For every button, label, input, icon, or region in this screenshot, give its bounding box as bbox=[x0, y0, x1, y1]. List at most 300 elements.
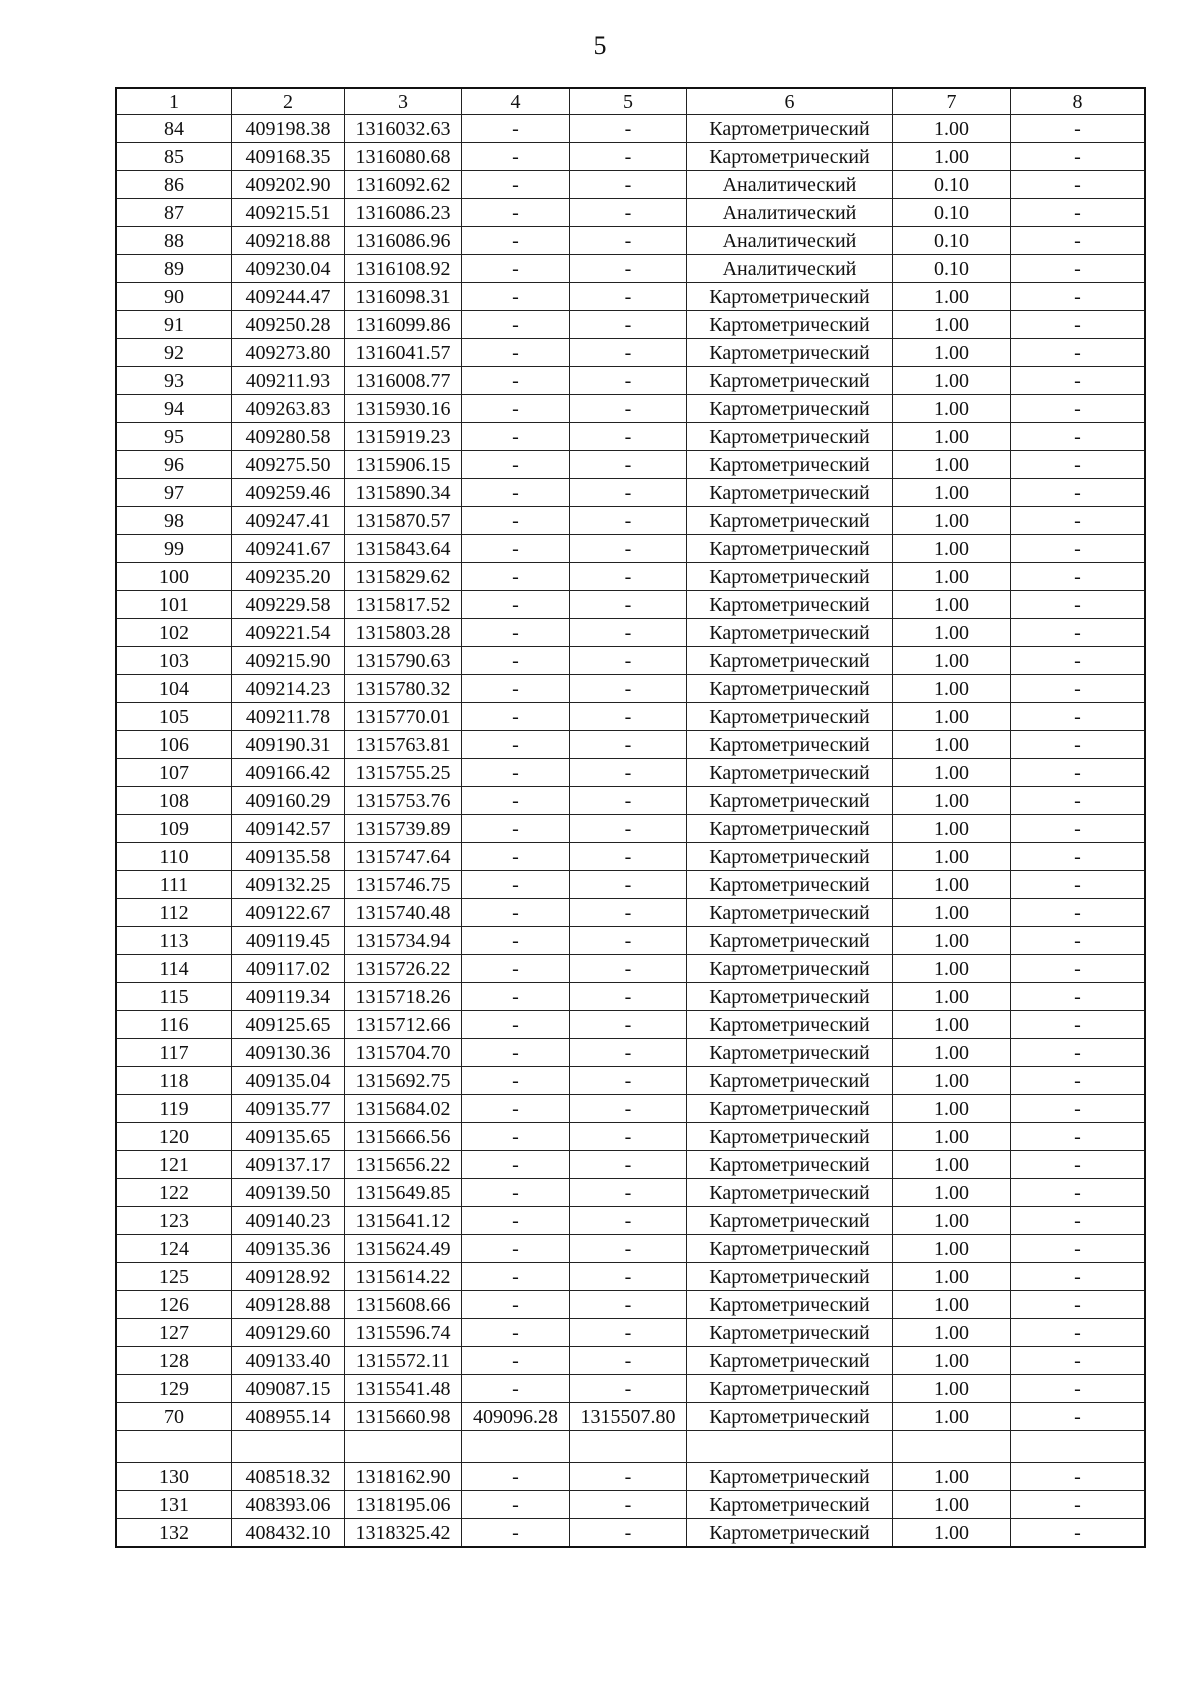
table-cell-col-6: Картометрический bbox=[687, 1011, 893, 1039]
table-cell-col-6: Картометрический bbox=[687, 759, 893, 787]
table-cell-col-7: 1.00 bbox=[893, 1207, 1011, 1235]
table-cell-col-6: Аналитический bbox=[687, 227, 893, 255]
table-cell-col-6: Картометрический bbox=[687, 647, 893, 675]
table-cell-col-4: - bbox=[462, 619, 570, 647]
table-cell-col-3: 1316098.31 bbox=[345, 283, 462, 311]
table-cell-col-8: - bbox=[1011, 815, 1146, 843]
table-cell-col-4: - bbox=[462, 1263, 570, 1291]
table-cell-col-8: - bbox=[1011, 899, 1146, 927]
header-cell-col-1: 1 bbox=[116, 88, 232, 115]
table-cell-col-3: 1316092.62 bbox=[345, 171, 462, 199]
table-cell-col-8: - bbox=[1011, 143, 1146, 171]
table-cell-col-6: Картометрический bbox=[687, 983, 893, 1011]
table-cell-col-1: 112 bbox=[116, 899, 232, 927]
table-cell-col-8: - bbox=[1011, 1123, 1146, 1151]
table-row bbox=[116, 1319, 1145, 1347]
table-cell-col-3: 1315684.02 bbox=[345, 1095, 462, 1123]
table-cell-col-1: 104 bbox=[116, 675, 232, 703]
table-cell-col-2: 409168.35 bbox=[232, 143, 345, 171]
table-cell-col-3: 1316086.96 bbox=[345, 227, 462, 255]
table-cell-col-6: Картометрический bbox=[687, 283, 893, 311]
table-cell-col-2: 409087.15 bbox=[232, 1375, 345, 1403]
table-cell-col-2: 409215.51 bbox=[232, 199, 345, 227]
table-cell-col-6: Аналитический bbox=[687, 171, 893, 199]
table-cell-col-2: 409280.58 bbox=[232, 423, 345, 451]
table-cell-col-5: - bbox=[570, 507, 687, 535]
table-cell-col-6: Картометрический bbox=[687, 1319, 893, 1347]
table-row bbox=[116, 255, 1145, 283]
table-cell-col-6: Картометрический bbox=[687, 1039, 893, 1067]
table-cell-col-1: 90 bbox=[116, 283, 232, 311]
table-row bbox=[116, 171, 1145, 199]
table-cell-col-5: - bbox=[570, 199, 687, 227]
table-cell-col-6: Картометрический bbox=[687, 1263, 893, 1291]
table-cell-col-3: 1315780.32 bbox=[345, 675, 462, 703]
table-cell-col-8 bbox=[1011, 1431, 1146, 1463]
table-cell-col-7: 1.00 bbox=[893, 1375, 1011, 1403]
table-cell-col-6: Картометрический bbox=[687, 731, 893, 759]
table-cell-col-7: 1.00 bbox=[893, 563, 1011, 591]
table-cell-col-3: 1315726.22 bbox=[345, 955, 462, 983]
table-cell-col-5: - bbox=[570, 1039, 687, 1067]
table-cell-col-5: - bbox=[570, 1347, 687, 1375]
table-row bbox=[116, 983, 1145, 1011]
table-cell-col-1: 93 bbox=[116, 367, 232, 395]
table-cell-col-2: 409128.88 bbox=[232, 1291, 345, 1319]
table-cell-col-6: Картометрический bbox=[687, 563, 893, 591]
table-cell-col-3: 1315608.66 bbox=[345, 1291, 462, 1319]
table-cell-col-6 bbox=[687, 1431, 893, 1463]
table-cell-col-6: Картометрический bbox=[687, 955, 893, 983]
table-cell-col-3: 1316080.68 bbox=[345, 143, 462, 171]
table-cell-col-5: - bbox=[570, 1179, 687, 1207]
table-cell-col-1: 106 bbox=[116, 731, 232, 759]
table-cell-col-8: - bbox=[1011, 1011, 1146, 1039]
table-cell-col-1: 96 bbox=[116, 451, 232, 479]
table-cell-col-7: 1.00 bbox=[893, 703, 1011, 731]
table-cell-col-4: - bbox=[462, 1067, 570, 1095]
table-row bbox=[116, 1347, 1145, 1375]
table-cell-col-8: - bbox=[1011, 1347, 1146, 1375]
table-cell-col-7: 1.00 bbox=[893, 1095, 1011, 1123]
table-cell-col-8: - bbox=[1011, 535, 1146, 563]
table-cell-col-6: Картометрический bbox=[687, 1291, 893, 1319]
table-cell-col-4: - bbox=[462, 535, 570, 563]
table-cell-col-7: 1.00 bbox=[893, 731, 1011, 759]
table-cell-col-7: 1.00 bbox=[893, 1011, 1011, 1039]
table-cell-col-3: 1315770.01 bbox=[345, 703, 462, 731]
table-cell-col-1: 103 bbox=[116, 647, 232, 675]
table-cell-col-4: - bbox=[462, 199, 570, 227]
table-cell-col-3: 1315930.16 bbox=[345, 395, 462, 423]
table-cell-col-4: - bbox=[462, 563, 570, 591]
table-cell-col-3: 1315763.81 bbox=[345, 731, 462, 759]
table-cell-col-3: 1315803.28 bbox=[345, 619, 462, 647]
table-cell-col-7: 1.00 bbox=[893, 927, 1011, 955]
table-cell-col-5: - bbox=[570, 647, 687, 675]
table-cell-col-5: - bbox=[570, 731, 687, 759]
table-row bbox=[116, 647, 1145, 675]
table-cell-col-1: 84 bbox=[116, 115, 232, 143]
table-row bbox=[116, 1123, 1145, 1151]
table-cell-col-2: 409130.36 bbox=[232, 1039, 345, 1067]
table-cell-col-4: - bbox=[462, 451, 570, 479]
table-cell-col-1: 85 bbox=[116, 143, 232, 171]
table-cell-col-1: 131 bbox=[116, 1491, 232, 1519]
table-cell-col-4: - bbox=[462, 1519, 570, 1548]
table-cell-col-7: 1.00 bbox=[893, 1347, 1011, 1375]
table-cell-col-2: 409135.36 bbox=[232, 1235, 345, 1263]
table-cell-col-8: - bbox=[1011, 563, 1146, 591]
table-cell-col-1: 119 bbox=[116, 1095, 232, 1123]
table-cell-col-3: 1315919.23 bbox=[345, 423, 462, 451]
table-cell-col-2: 409140.23 bbox=[232, 1207, 345, 1235]
table-cell-col-8: - bbox=[1011, 1319, 1146, 1347]
table-cell-col-8: - bbox=[1011, 1235, 1146, 1263]
table-row bbox=[116, 1095, 1145, 1123]
table-cell-col-5: - bbox=[570, 1291, 687, 1319]
table-cell-col-5: - bbox=[570, 815, 687, 843]
table-cell-col-2: 409214.23 bbox=[232, 675, 345, 703]
table-cell-col-2: 409128.92 bbox=[232, 1263, 345, 1291]
table-cell-col-3: 1315870.57 bbox=[345, 507, 462, 535]
table-cell-col-1: 109 bbox=[116, 815, 232, 843]
table-cell-col-8: - bbox=[1011, 115, 1146, 143]
table-cell-col-5: - bbox=[570, 115, 687, 143]
table-cell-col-8: - bbox=[1011, 1463, 1146, 1491]
table-cell-col-1: 127 bbox=[116, 1319, 232, 1347]
table-cell-col-5: - bbox=[570, 143, 687, 171]
table-cell-col-6: Картометрический bbox=[687, 1403, 893, 1431]
table-cell-col-1: 86 bbox=[116, 171, 232, 199]
table-cell-col-6: Картометрический bbox=[687, 339, 893, 367]
table-cell-col-8: - bbox=[1011, 955, 1146, 983]
table-row bbox=[116, 1463, 1145, 1491]
table-cell-col-6: Картометрический bbox=[687, 1151, 893, 1179]
table-row bbox=[116, 1519, 1145, 1548]
table-row bbox=[116, 815, 1145, 843]
table-row bbox=[116, 1179, 1145, 1207]
table-cell-col-6: Картометрический bbox=[687, 1347, 893, 1375]
table-cell-col-7: 1.00 bbox=[893, 395, 1011, 423]
table-row bbox=[116, 479, 1145, 507]
table-cell-col-2: 409230.04 bbox=[232, 255, 345, 283]
table-cell-col-5: - bbox=[570, 1095, 687, 1123]
table-cell-col-4: - bbox=[462, 1491, 570, 1519]
table-cell-col-3: 1315712.66 bbox=[345, 1011, 462, 1039]
table-cell-col-3: 1315614.22 bbox=[345, 1263, 462, 1291]
table-cell-col-8: - bbox=[1011, 1375, 1146, 1403]
table-cell-col-4: - bbox=[462, 1207, 570, 1235]
table-cell-col-7: 1.00 bbox=[893, 507, 1011, 535]
table-cell-col-1: 98 bbox=[116, 507, 232, 535]
table-cell-col-5: - bbox=[570, 1207, 687, 1235]
table-row bbox=[116, 871, 1145, 899]
table-row bbox=[116, 1375, 1145, 1403]
table-cell-col-1: 120 bbox=[116, 1123, 232, 1151]
table-row bbox=[116, 423, 1145, 451]
table-cell-col-2: 409241.67 bbox=[232, 535, 345, 563]
table-cell-col-7: 0.10 bbox=[893, 199, 1011, 227]
table-cell-col-4: - bbox=[462, 395, 570, 423]
table-cell-col-2: 408393.06 bbox=[232, 1491, 345, 1519]
table-cell-col-6: Картометрический bbox=[687, 1375, 893, 1403]
table-cell-col-7: 1.00 bbox=[893, 675, 1011, 703]
table-cell-col-5: - bbox=[570, 1235, 687, 1263]
table-cell-col-1: 121 bbox=[116, 1151, 232, 1179]
table-cell-col-4: - bbox=[462, 1179, 570, 1207]
table-cell-col-3: 1315572.11 bbox=[345, 1347, 462, 1375]
coordinates-table bbox=[115, 87, 1146, 1548]
table-cell-col-1: 111 bbox=[116, 871, 232, 899]
header-cell-col-5: 5 bbox=[570, 88, 687, 115]
table-cell-col-8: - bbox=[1011, 395, 1146, 423]
table-cell-col-3: 1316041.57 bbox=[345, 339, 462, 367]
table-cell-col-5: - bbox=[570, 563, 687, 591]
table-row bbox=[116, 507, 1145, 535]
table-cell-col-8: - bbox=[1011, 339, 1146, 367]
table-cell-col-4: - bbox=[462, 1347, 570, 1375]
table-cell-col-2: 409166.42 bbox=[232, 759, 345, 787]
table-cell-col-7: 1.00 bbox=[893, 591, 1011, 619]
table-cell-col-8: - bbox=[1011, 199, 1146, 227]
table-row bbox=[116, 451, 1145, 479]
table-cell-col-3: 1315817.52 bbox=[345, 591, 462, 619]
table-cell-col-8: - bbox=[1011, 591, 1146, 619]
table-row bbox=[116, 591, 1145, 619]
header-cell-col-6: 6 bbox=[687, 88, 893, 115]
table-row bbox=[116, 1403, 1145, 1431]
table-cell-col-8: - bbox=[1011, 367, 1146, 395]
table-cell-col-7: 0.10 bbox=[893, 255, 1011, 283]
table-cell-col-1: 118 bbox=[116, 1067, 232, 1095]
table-row bbox=[116, 619, 1145, 647]
table-cell-col-7: 1.00 bbox=[893, 619, 1011, 647]
table-cell-col-7: 0.10 bbox=[893, 227, 1011, 255]
table-cell-col-6: Аналитический bbox=[687, 199, 893, 227]
table-row bbox=[116, 1067, 1145, 1095]
table-cell-col-1: 88 bbox=[116, 227, 232, 255]
header-cell-col-2: 2 bbox=[232, 88, 345, 115]
table-cell-col-4: - bbox=[462, 647, 570, 675]
table-cell-col-3: 1315740.48 bbox=[345, 899, 462, 927]
table-header-row bbox=[116, 88, 1145, 115]
table-cell-col-4: - bbox=[462, 675, 570, 703]
table-cell-col-2: 409202.90 bbox=[232, 171, 345, 199]
table-cell-col-6: Картометрический bbox=[687, 535, 893, 563]
table-cell-col-8: - bbox=[1011, 647, 1146, 675]
table-cell-col-7: 1.00 bbox=[893, 1067, 1011, 1095]
table-cell-col-4: - bbox=[462, 227, 570, 255]
table-cell-col-7: 1.00 bbox=[893, 311, 1011, 339]
table-cell-col-2: 409211.78 bbox=[232, 703, 345, 731]
table-cell-col-2: 409122.67 bbox=[232, 899, 345, 927]
table-cell-col-3 bbox=[345, 1431, 462, 1463]
table-row bbox=[116, 787, 1145, 815]
table-cell-col-2: 409218.88 bbox=[232, 227, 345, 255]
table-cell-col-1: 124 bbox=[116, 1235, 232, 1263]
table-cell-col-1: 89 bbox=[116, 255, 232, 283]
table-cell-col-3: 1318195.06 bbox=[345, 1491, 462, 1519]
table-cell-col-7: 1.00 bbox=[893, 1291, 1011, 1319]
table-cell-col-8: - bbox=[1011, 759, 1146, 787]
table-row bbox=[116, 1235, 1145, 1263]
table-cell-col-2: 409215.90 bbox=[232, 647, 345, 675]
table-cell-col-1: 110 bbox=[116, 843, 232, 871]
table-row bbox=[116, 1263, 1145, 1291]
table-row bbox=[116, 115, 1145, 143]
table-cell-col-2 bbox=[232, 1431, 345, 1463]
table-cell-col-1: 123 bbox=[116, 1207, 232, 1235]
table-cell-col-3: 1315656.22 bbox=[345, 1151, 462, 1179]
table-cell-col-4: - bbox=[462, 143, 570, 171]
table-cell-col-7: 1.00 bbox=[893, 367, 1011, 395]
table-cell-col-2: 409247.41 bbox=[232, 507, 345, 535]
table-row bbox=[116, 1291, 1145, 1319]
table-cell-col-6: Картометрический bbox=[687, 479, 893, 507]
table-row bbox=[116, 143, 1145, 171]
table-row bbox=[116, 311, 1145, 339]
table-cell-col-3: 1315541.48 bbox=[345, 1375, 462, 1403]
table-cell-col-3: 1315704.70 bbox=[345, 1039, 462, 1067]
table-row bbox=[116, 1011, 1145, 1039]
table-cell-col-4: - bbox=[462, 507, 570, 535]
table-cell-col-4: - bbox=[462, 731, 570, 759]
table-cell-col-6: Картометрический bbox=[687, 367, 893, 395]
table-row bbox=[116, 1491, 1145, 1519]
table-cell-col-1: 99 bbox=[116, 535, 232, 563]
table-cell-col-8: - bbox=[1011, 787, 1146, 815]
table-row bbox=[116, 703, 1145, 731]
table-cell-col-3: 1315753.76 bbox=[345, 787, 462, 815]
table-cell-col-8: - bbox=[1011, 451, 1146, 479]
table-cell-col-7: 1.00 bbox=[893, 955, 1011, 983]
table-cell-col-6: Картометрический bbox=[687, 927, 893, 955]
table-cell-col-4: - bbox=[462, 115, 570, 143]
page-number: 5 bbox=[593, 31, 607, 60]
header-cell-col-3: 3 bbox=[345, 88, 462, 115]
table-cell-col-5: - bbox=[570, 1123, 687, 1151]
table-cell-col-5: - bbox=[570, 227, 687, 255]
table-cell-col-6: Картометрический bbox=[687, 1207, 893, 1235]
table-cell-col-2: 409211.93 bbox=[232, 367, 345, 395]
table-cell-col-1: 114 bbox=[116, 955, 232, 983]
table-cell-col-5: - bbox=[570, 927, 687, 955]
table-cell-col-8: - bbox=[1011, 423, 1146, 451]
table-cell-col-1: 91 bbox=[116, 311, 232, 339]
table-cell-col-7 bbox=[893, 1431, 1011, 1463]
table-cell-col-4: - bbox=[462, 759, 570, 787]
table-cell-col-7: 1.00 bbox=[893, 843, 1011, 871]
table-cell-col-7: 1.00 bbox=[893, 115, 1011, 143]
table-cell-col-6: Картометрический bbox=[687, 675, 893, 703]
table-cell-col-4: 409096.28 bbox=[462, 1403, 570, 1431]
table-cell-col-4: - bbox=[462, 423, 570, 451]
table-cell-col-4: - bbox=[462, 899, 570, 927]
table-cell-col-1: 92 bbox=[116, 339, 232, 367]
table-cell-col-1: 126 bbox=[116, 1291, 232, 1319]
table-cell-col-4: - bbox=[462, 367, 570, 395]
table-cell-col-3: 1318325.42 bbox=[345, 1519, 462, 1548]
table-cell-col-7: 1.00 bbox=[893, 759, 1011, 787]
table-row-blank bbox=[116, 1431, 1145, 1463]
table-cell-col-6: Картометрический bbox=[687, 703, 893, 731]
table-cell-col-2: 409135.04 bbox=[232, 1067, 345, 1095]
table-cell-col-1: 129 bbox=[116, 1375, 232, 1403]
table-cell-col-8: - bbox=[1011, 1179, 1146, 1207]
table-cell-col-1: 101 bbox=[116, 591, 232, 619]
table-cell-col-3: 1315746.75 bbox=[345, 871, 462, 899]
table-cell-col-7: 1.00 bbox=[893, 479, 1011, 507]
table-cell-col-8: - bbox=[1011, 283, 1146, 311]
table-cell-col-2: 409263.83 bbox=[232, 395, 345, 423]
table-cell-col-6: Картометрический bbox=[687, 1491, 893, 1519]
table-row bbox=[116, 367, 1145, 395]
table-cell-col-3: 1318162.90 bbox=[345, 1463, 462, 1491]
table-cell-col-5: 1315507.80 bbox=[570, 1403, 687, 1431]
table-cell-col-2: 409125.65 bbox=[232, 1011, 345, 1039]
table-cell-col-8: - bbox=[1011, 1491, 1146, 1519]
table-cell-col-2: 409273.80 bbox=[232, 339, 345, 367]
table-cell-col-4: - bbox=[462, 1123, 570, 1151]
table-cell-col-1: 113 bbox=[116, 927, 232, 955]
table-cell-col-6: Картометрический bbox=[687, 143, 893, 171]
table-row bbox=[116, 283, 1145, 311]
table-cell-col-5: - bbox=[570, 619, 687, 647]
table-cell-col-3: 1315718.26 bbox=[345, 983, 462, 1011]
table-cell-col-3: 1315660.98 bbox=[345, 1403, 462, 1431]
table-row bbox=[116, 927, 1145, 955]
table-cell-col-8: - bbox=[1011, 1403, 1146, 1431]
table-cell-col-3: 1315692.75 bbox=[345, 1067, 462, 1095]
table-row bbox=[116, 675, 1145, 703]
header-cell-col-8: 8 bbox=[1011, 88, 1146, 115]
table-cell-col-2: 409135.77 bbox=[232, 1095, 345, 1123]
table-cell-col-5: - bbox=[570, 955, 687, 983]
table-cell-col-1: 125 bbox=[116, 1263, 232, 1291]
table-cell-col-5: - bbox=[570, 675, 687, 703]
table-row bbox=[116, 843, 1145, 871]
table-cell-col-4: - bbox=[462, 1291, 570, 1319]
table-cell-col-2: 409133.40 bbox=[232, 1347, 345, 1375]
table-cell-col-7: 1.00 bbox=[893, 1263, 1011, 1291]
table-cell-col-2: 409129.60 bbox=[232, 1319, 345, 1347]
table-cell-col-8: - bbox=[1011, 1151, 1146, 1179]
table-cell-col-6: Картометрический bbox=[687, 1463, 893, 1491]
table-cell-col-5: - bbox=[570, 1151, 687, 1179]
table-cell-col-5: - bbox=[570, 339, 687, 367]
table-cell-col-1: 95 bbox=[116, 423, 232, 451]
table-cell-col-2: 409132.25 bbox=[232, 871, 345, 899]
table-cell-col-7: 1.00 bbox=[893, 1319, 1011, 1347]
table-row bbox=[116, 1207, 1145, 1235]
table-cell-col-2: 409135.65 bbox=[232, 1123, 345, 1151]
table-row bbox=[116, 955, 1145, 983]
table-cell-col-4: - bbox=[462, 1375, 570, 1403]
table-cell-col-4: - bbox=[462, 255, 570, 283]
table-cell-col-3: 1316086.23 bbox=[345, 199, 462, 227]
table-cell-col-7: 1.00 bbox=[893, 1151, 1011, 1179]
table-cell-col-5: - bbox=[570, 1067, 687, 1095]
table-cell-col-2: 409160.29 bbox=[232, 787, 345, 815]
table-cell-col-7: 1.00 bbox=[893, 815, 1011, 843]
table-cell-col-1: 70 bbox=[116, 1403, 232, 1431]
table-cell-col-6: Картометрический bbox=[687, 1067, 893, 1095]
table-cell-col-8: - bbox=[1011, 1263, 1146, 1291]
table-cell-col-6: Картометрический bbox=[687, 815, 893, 843]
table-cell-col-6: Картометрический bbox=[687, 1519, 893, 1548]
table-cell-col-2: 409135.58 bbox=[232, 843, 345, 871]
